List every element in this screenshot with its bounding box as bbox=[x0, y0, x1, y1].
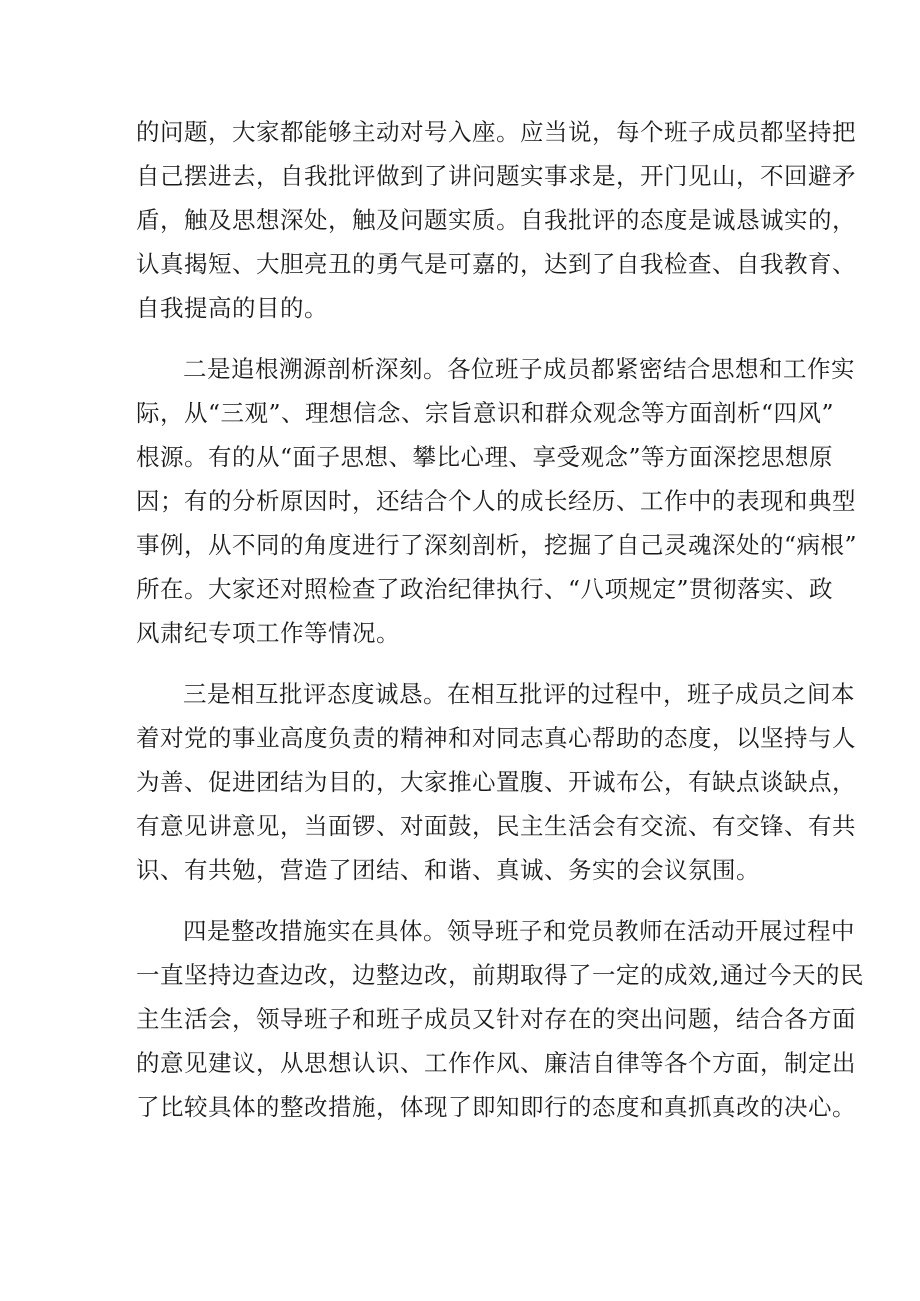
text-line: 自己摆进去，自我批评做到了讲问题实事求是，开门见山，不回避矛 bbox=[136, 162, 856, 190]
paragraph-3 bbox=[136, 672, 856, 892]
text-line: 三是相互批评态度诚恳。在相互批评的过程中，班子成员之间本 bbox=[183, 680, 855, 708]
text-line: 所在。大家还对照检查了政治纪律执行、“八项规定”贯彻落实、政 bbox=[136, 575, 834, 603]
text-line: 一直坚持边查边改，边整边改，前期取得了一定的成效,通过今天的民 bbox=[136, 961, 864, 989]
text-line: 际，从“三观”、理想信念、宗旨意识和群众观念等方面剖析“四风” bbox=[136, 399, 835, 427]
text-line: 自我提高的目的。 bbox=[136, 294, 328, 322]
text-line: 根源。有的从“面子思想、攀比心理、享受观念”等方面深挖思想原 bbox=[136, 443, 834, 471]
text-line: 因；有的分析原因时，还结合个人的成长经历、工作中的表现和典型 bbox=[136, 487, 856, 515]
text-line: 认真揭短、大胆亮丑的勇气是可嘉的，达到了自我检查、自我教育、 bbox=[136, 250, 856, 278]
text-line: 识、有共勉，营造了团结、和谐、真诚、务实的会议氛围。 bbox=[136, 856, 760, 884]
text-line: 二是追根溯源剖析深刻。各位班子成员都紧密结合思想和工作实 bbox=[183, 355, 855, 383]
text-line: 风肃纪专项工作等情况。 bbox=[136, 619, 400, 647]
paragraph-2 bbox=[136, 347, 858, 655]
text-line: 着对党的事业高度负责的精神和对同志真心帮助的态度，以坚持与人 bbox=[136, 724, 856, 752]
paragraph-4 bbox=[136, 909, 864, 1129]
text-line: 主生活会，领导班子和班子成员又针对存在的突出问题，结合各方面 bbox=[136, 1005, 856, 1033]
text-line: 四是整改措施实在具体。领导班子和党员教师在活动开展过程中 bbox=[183, 917, 855, 945]
text-line: 的意见建议，从思想认识、工作作风、廉洁自律等各个方面，制定出 bbox=[136, 1049, 856, 1077]
text-line: 事例，从不同的角度进行了深刻剖析，挖掘了自己灵魂深处的“病根” bbox=[136, 531, 858, 559]
text-line: 为善、促进团结为目的，大家推心置腹、开诚布公，有缺点谈缺点， bbox=[136, 768, 856, 796]
text-line: 的问题，大家都能够主动对号入座。应当说，每个班子成员都坚持把 bbox=[136, 118, 856, 146]
document-body bbox=[136, 110, 864, 1129]
text-line: 有意见讲意见，当面锣、对面鼓，民主生活会有交流、有交锋、有共 bbox=[136, 812, 856, 840]
text-line: 盾，触及思想深处，触及问题实质。自我批评的态度是诚恳诚实的， bbox=[136, 206, 856, 234]
text-line: 了比较具体的整改措施，体现了即知即行的态度和真抓真改的决心。 bbox=[136, 1093, 856, 1121]
paragraph-1 bbox=[136, 110, 856, 330]
